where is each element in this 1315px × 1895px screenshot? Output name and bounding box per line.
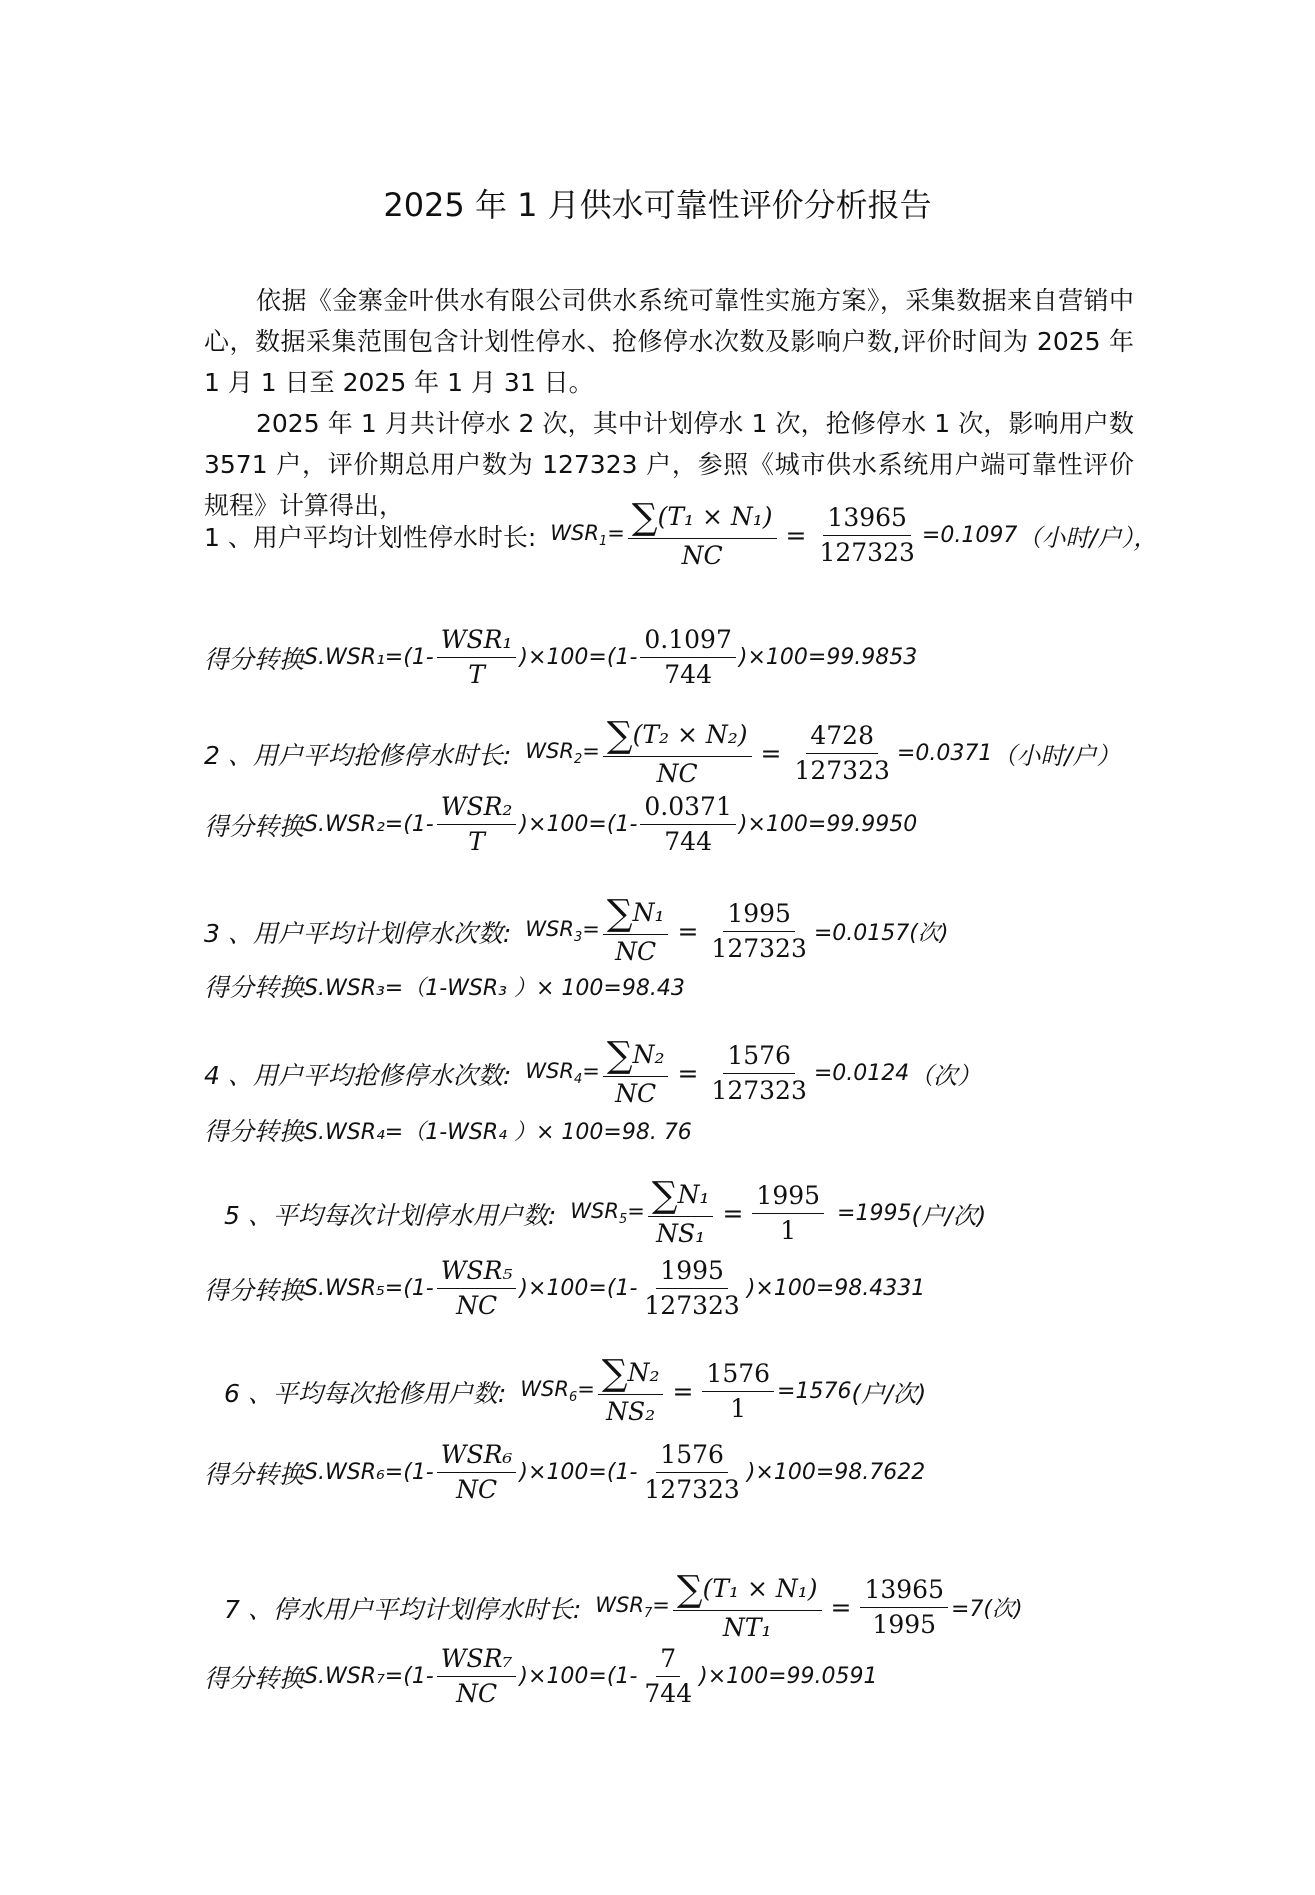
report-title: 2025 年 1 月供水可靠性评价分析报告	[383, 186, 932, 224]
item-3-formula: 3 、用户平均计划停水次数: $WSR_3=$ $\frac{\text{∑N₁}}{NC}$ = $\frac{1995}{127323}$ =0.0157(次)	[204, 893, 949, 966]
item-2-wsr: $WSR_2=$	[525, 739, 600, 768]
item-3-value-fraction: $\frac{1995}{127323}$	[711, 899, 807, 963]
item-7-label: 7 、停水用户平均计划停水时长:	[224, 1594, 582, 1624]
item-3-label: 3 、用户平均计划停水次数:	[204, 918, 512, 948]
item-1-label: 1 、用户平均计划性停水时长:	[204, 522, 537, 552]
item-4-result: =0.0124	[813, 1061, 910, 1086]
item-6-wsr: $WSR_6=$	[520, 1377, 595, 1406]
item-5-unit: (户/次)	[911, 1202, 987, 1230]
item-2-formula: 2 、用户平均抢修停水时长: $WSR_2=$ $\frac{\text{∑(T₂ × N₂)}}{NC}$ = $\frac{4728}{127323}$ =0.0371 （小时/户）	[204, 715, 1121, 788]
item-6-formula: 6 、平均每次抢修用户数: $WSR_6=$ $\frac{\text{∑N₂}}{\text{NS₂}}$ = $\frac{1576}{1}$ =1576 (户/次)	[224, 1353, 927, 1426]
item-5-formula: 5 、平均每次计划停水用户数: $WSR_5=$ $\frac{\text{∑N₁}}{\text{NS₁}}$ = $\frac{1995}{1}$ =1995 (户/次)	[224, 1175, 987, 1248]
item-3-formula-fraction: $\frac{\text{∑N₁}}{NC}$	[603, 896, 669, 967]
item-3-wsr: $WSR_3=$	[525, 917, 600, 946]
item-5-formula-fraction: $\frac{\text{∑N₁}}{\text{NS₁}}$	[648, 1178, 714, 1249]
item-7-result: =7(次)	[951, 1597, 1023, 1622]
item-1-wsr: $WSR_1=$	[550, 521, 625, 550]
item-5-value-fraction: $\frac{1995}{1}$	[752, 1181, 824, 1246]
item-1-value-fraction: $\frac{13965}{127323}$	[819, 503, 915, 567]
item-4-value-fraction: $\frac{1576}{127323}$	[711, 1041, 807, 1105]
item-7-wsr: $WSR_7=$	[595, 1593, 670, 1622]
intro-text	[204, 280, 1134, 526]
item-2-result: =0.0371	[896, 741, 993, 766]
item-7-score: 得分转换 S.WSR₇=(1- $\frac{\text{WSR₇}}{NC}$ )×100=(1- $\frac{7}{744}$ )×100=99.0591	[204, 1644, 878, 1708]
item-2-unit: （小时/户）	[992, 742, 1121, 770]
item-5-label: 5 、平均每次计划停水用户数:	[224, 1200, 557, 1230]
item-2-formula-fraction: $\frac{\text{∑(T₂ × N₂)}}{NC}$	[603, 718, 752, 789]
item-3-score: 得分转换 S.WSR₃=（1-WSR₃ ）× 100=98.43	[204, 973, 685, 1002]
item-6-label: 6 、平均每次抢修用户数:	[224, 1378, 507, 1408]
item-4-label: 4 、用户平均抢修停水次数:	[204, 1060, 512, 1090]
item-4-unit: （次）	[909, 1062, 982, 1090]
item-1-unit: （小时/户），	[1017, 524, 1158, 552]
item-5-score: 得分转换 S.WSR₅=(1- $\frac{\text{WSR₅}}{NC}$ )×100=(1- $\frac{1995}{127323}$ )×100=98.4331	[204, 1256, 926, 1320]
item-2-label: 2 、用户平均抢修停水时长:	[204, 740, 512, 770]
item-6-result: =1576	[777, 1379, 852, 1404]
item-6-score: 得分转换 S.WSR₆=(1- $\frac{\text{WSR₆}}{NC}$ )×100=(1- $\frac{1576}{127323}$ )×100=98.7622	[204, 1440, 926, 1504]
item-6-formula-fraction: $\frac{\text{∑N₂}}{\text{NS₂}}$	[598, 1356, 664, 1427]
item-2-value-fraction: $\frac{4728}{127323}$	[794, 721, 890, 785]
item-4-formula: 4 、用户平均抢修停水次数: $WSR_4=$ $\frac{\text{∑N₂}}{NC}$ = $\frac{1576}{127323}$ =0.0124 （次）	[204, 1035, 982, 1108]
item-1-score: 得分转换 S.WSR₁=(1- $\frac{\text{WSR₁}}{T}$ )×100=(1- $\frac{0.1097}{744}$ )×100=99.9853	[204, 625, 918, 689]
item-6-unit: (户/次)	[851, 1380, 927, 1408]
item-3-result: =0.0157(次)	[813, 921, 949, 946]
item-7-formula-fraction: $\frac{\text{∑(T₁ × N₁)}}{\text{NT₁}}$	[673, 1572, 822, 1643]
item-7-value-fraction: $\frac{13965}{1995}$	[860, 1575, 948, 1640]
item-1-result: =0.1097	[921, 523, 1018, 548]
item-1-formula-fraction: $\frac{\text{∑(T₁ × N₁)}}{NC}$	[628, 500, 777, 571]
item-2-score: 得分转换 S.WSR₂=(1- $\frac{\text{WSR₂}}{T}$ )×100=(1- $\frac{0.0371}{744}$ )×100=99.9950	[204, 792, 918, 856]
item-7-formula: 7 、停水用户平均计划停水时长: $WSR_7=$ $\frac{\text{∑(T₁ × N₁)}}{\text{NT₁}}$ = $\frac{13965}{1995}$ =7(次)	[224, 1569, 1023, 1642]
item-4-score: 得分转换 S.WSR₄=（1-WSR₄ ）× 100=98. 76	[204, 1117, 692, 1146]
item-4-wsr: $WSR_4=$	[525, 1059, 600, 1088]
intro-paragraph-1: 依据《金寨金叶供水有限公司供水系统可靠性实施方案》，采集数据来自营销中心，数据采集范围包含计划性停水、抢修停水次数及影响户数,评价时间为 2025 年 1 月 1 日至 2025 年 1 月 31 日。	[204, 286, 1134, 397]
intro-paragraph-2: 2025 年 1 月共计停水 2 次，其中计划停水 1 次，抢修停水 1 次，影响用户数 3571 户，评价期总用户数为 127323 户，参照《城市供水系统用户端可靠性评价规程》计算得出，	[204, 409, 1134, 520]
item-6-value-fraction: $\frac{1576}{1}$	[702, 1359, 774, 1424]
item-1-formula: 1 、用户平均计划性停水时长: $WSR_1=$ $\frac{\text{∑(T₁ × N₁)}}{NC}$ = $\frac{13965}{127323}$ =0.1097 （小时/户），	[204, 497, 1158, 570]
item-5-result: =1995	[837, 1201, 912, 1226]
item-5-wsr: $WSR_5=$	[570, 1199, 645, 1228]
item-4-formula-fraction: $\frac{\text{∑N₂}}{NC}$	[603, 1038, 669, 1109]
